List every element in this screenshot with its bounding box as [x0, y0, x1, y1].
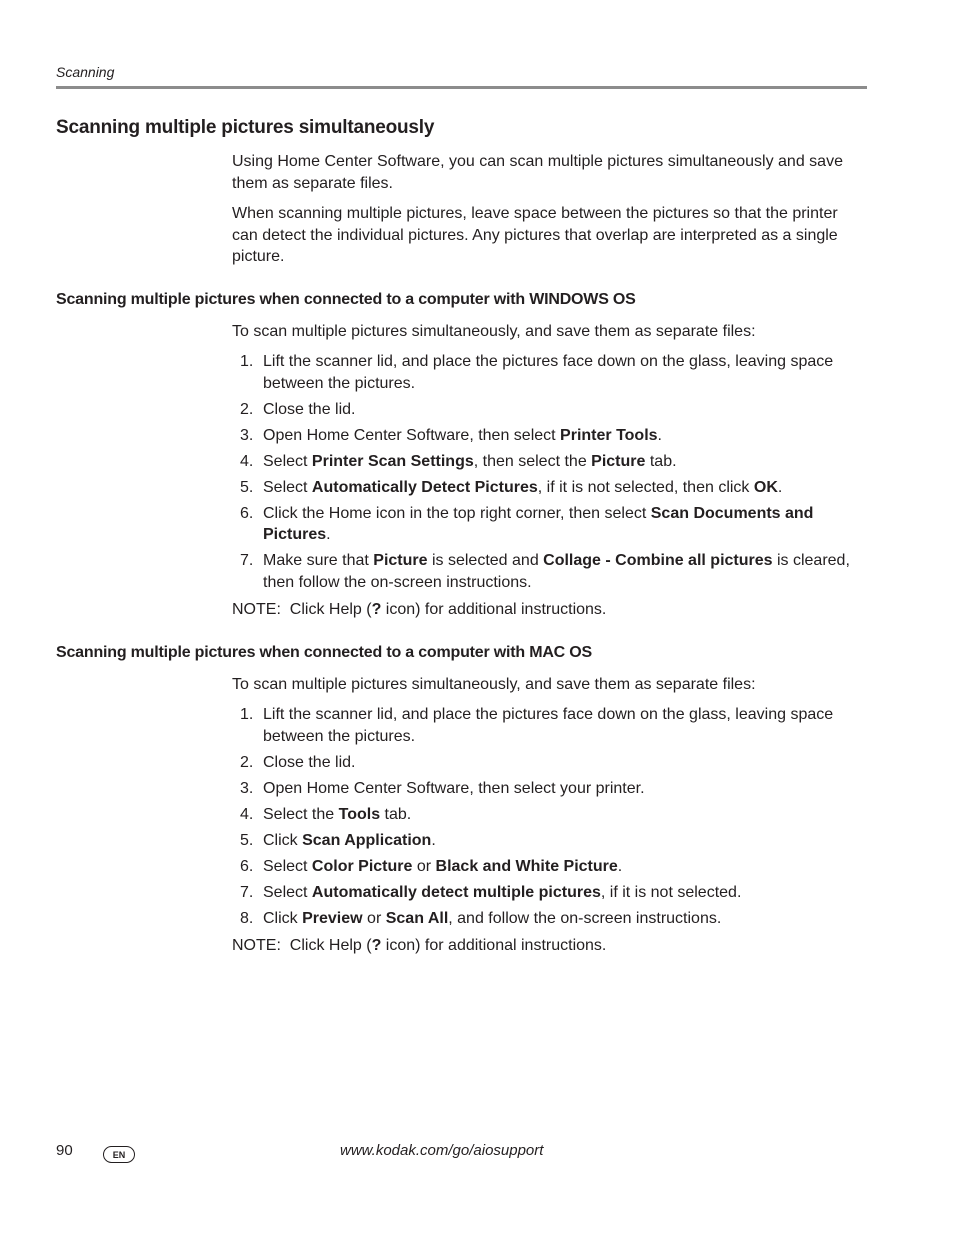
text-run: , if it is not selected, then click — [537, 478, 754, 496]
text-run: Make sure that — [263, 552, 374, 569]
windows-lead: To scan multiple pictures simultaneously, and save them as separate files: — [232, 323, 756, 340]
text-run: is selected and — [427, 552, 544, 569]
step-item — [232, 477, 864, 499]
step-item — [232, 451, 864, 473]
text-run: . — [617, 857, 623, 875]
text-run: Open Home Center Software, then select your printer. — [263, 779, 645, 797]
step-item — [232, 351, 864, 394]
step-item — [232, 752, 864, 774]
bold-term: Tools — [338, 805, 381, 823]
text-run: . — [326, 526, 331, 543]
language-badge-icon: EN — [103, 1146, 135, 1163]
bold-term: Scan Documents and Pictures — [263, 504, 814, 543]
text-run: Close the lid. — [263, 400, 356, 418]
text-run: Click the Home icon in the top right corner, then select — [263, 504, 651, 522]
step-number: 1. — [240, 353, 254, 370]
bold-term: Collage - Combine all pictures — [543, 552, 773, 569]
text-run: . — [657, 426, 662, 444]
text-run: . — [777, 478, 783, 496]
step-item — [232, 856, 864, 878]
bold-term: OK — [753, 478, 778, 496]
bold-term: Black and White Picture — [435, 857, 618, 875]
step-number: 2. — [240, 753, 254, 771]
text-run: icon) for additional instructions. — [381, 937, 607, 954]
windows-steps-list — [232, 351, 864, 593]
step-number: 1. — [240, 706, 254, 723]
step-item — [232, 550, 864, 593]
step-number: 6. — [240, 504, 254, 522]
step-number: 2. — [240, 400, 254, 418]
mac-subheading: Scanning multiple pictures when connected to a computer with MAC OS — [56, 644, 592, 661]
step-item — [232, 399, 864, 421]
step-item — [232, 804, 864, 826]
step-number: 5. — [240, 478, 254, 496]
step-item — [232, 778, 864, 800]
text-run: Select — [263, 452, 312, 470]
step-item — [232, 882, 864, 904]
windows-note — [232, 599, 606, 621]
page-number: 90 — [56, 1142, 73, 1159]
step-number: 8. — [240, 909, 254, 927]
text-run: Lift the scanner lid, and place the pictures face down on the glass, leaving space between the pictures. — [263, 353, 834, 392]
text-run: or — [362, 909, 386, 927]
text-run: Close the lid. — [263, 753, 356, 771]
step-number: 5. — [240, 831, 254, 849]
step-item — [232, 503, 864, 546]
text-run: Select the — [263, 805, 339, 823]
step-number: 4. — [240, 805, 254, 823]
bold-term: Automatically Detect Pictures — [311, 478, 538, 496]
text-run: Select — [263, 857, 312, 875]
step-number: 6. — [240, 857, 254, 875]
bold-term: ? — [371, 601, 382, 618]
text-run: tab. — [380, 805, 412, 823]
section-title: Scanning multiple pictures simultaneously — [56, 117, 435, 138]
mac-lead: To scan multiple pictures simultaneously, and save them as separate files: — [232, 676, 756, 693]
bold-term: Color Picture — [311, 857, 413, 875]
text-run: Click — [263, 909, 303, 927]
windows-subheading: Scanning multiple pictures when connected to a computer with WINDOWS OS — [56, 291, 636, 308]
bold-term: Preview — [302, 909, 363, 927]
step-number: 3. — [240, 779, 254, 797]
text-run: , then select the — [473, 452, 592, 470]
text-run: tab. — [645, 452, 677, 470]
text-run: . — [431, 831, 436, 849]
bold-term: Scan All — [385, 909, 449, 927]
step-item — [232, 908, 864, 930]
text-run: , and follow the on-screen instructions. — [448, 909, 722, 927]
header-rule — [56, 86, 867, 89]
step-item — [232, 704, 864, 747]
text-run: NOTE: Click Help ( — [232, 937, 372, 954]
step-number: 7. — [240, 883, 254, 901]
support-url: www.kodak.com/go/aiosupport — [340, 1142, 544, 1159]
text-run: Select — [263, 478, 312, 496]
mac-steps-list — [232, 704, 864, 929]
text-run: is cleared, then follow the on-screen instructions. — [263, 552, 850, 591]
text-run: Open Home Center Software, then select — [263, 426, 561, 444]
text-run: Lift the scanner lid, and place the pictures face down on the glass, leaving space between the pictures. — [263, 706, 834, 745]
text-run: Select — [263, 883, 312, 901]
bold-term: Scan Application — [302, 831, 432, 849]
text-run: or — [412, 857, 436, 875]
bold-term: Automatically detect multiple pictures — [311, 883, 601, 901]
step-number: 4. — [240, 452, 254, 470]
step-number: 3. — [240, 426, 254, 444]
text-run: NOTE: Click Help ( — [232, 601, 372, 618]
text-run: , if it is not selected. — [600, 883, 742, 901]
bold-term: Printer Tools — [560, 426, 658, 444]
intro-paragraph-1: Using Home Center Software, you can scan multiple pictures simultaneously and save them as separate files. — [232, 153, 843, 192]
step-item — [232, 830, 864, 852]
mac-note — [232, 935, 606, 957]
bold-term: Picture — [591, 452, 646, 470]
bold-term: Picture — [373, 552, 428, 569]
step-number: 7. — [240, 552, 254, 569]
step-item — [232, 425, 864, 447]
intro-paragraph-2: When scanning multiple pictures, leave space between the pictures so that the printer can detect the individual pictures. Any pictures that overlap are interpreted as a single picture. — [232, 205, 838, 265]
bold-term: ? — [371, 937, 382, 954]
running-head: Scanning — [56, 64, 115, 80]
bold-term: Printer Scan Settings — [311, 452, 474, 470]
text-run: Click — [263, 831, 303, 849]
text-run: icon) for additional instructions. — [381, 601, 607, 618]
